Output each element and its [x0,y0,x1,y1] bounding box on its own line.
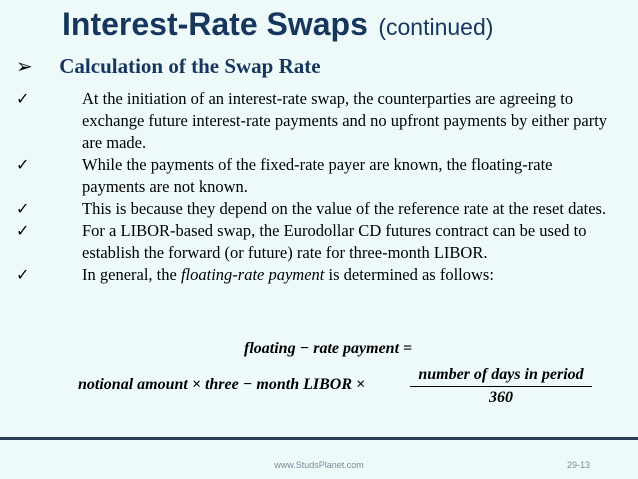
bullet-item [12,88,612,154]
bullet-text: This is because they depend on the value of the reference rate at the reset dates. [82,199,607,218]
checkmark-icon: ✓ [16,89,30,108]
arrow-bullet-icon: ➢ [16,54,33,78]
bullet-text-after: is determined as follows: [324,265,494,284]
bullet-text [82,264,610,286]
checkmark-icon: ✓ [16,199,30,218]
bullet-list [12,88,612,286]
formula-lhs: floating − rate payment = [244,340,413,357]
formula-rhs: notional amount × three − month LIBOR × [78,376,366,393]
bullet-item [12,154,612,198]
slide-title [62,2,493,53]
section-heading [16,54,321,79]
footer-site: www.StudsPlanet.com [274,460,364,470]
page-number: 29-13 [567,460,591,470]
bullet-text: At the initiation of an interest-rate swap, the counterparties are agreeing to exchange future interest-rate payments and no upfront payments by either party are made. [82,89,608,152]
formula-fraction [410,366,592,407]
fraction-denominator: 360 [489,389,513,406]
bullet-text: While the payments of the fixed-rate payer are known, the floating-rate payments are not known. [82,155,553,196]
section-heading-text: Calculation of the Swap Rate [59,54,321,78]
fraction-numerator: number of days in period [410,366,592,387]
bullet-item [12,264,612,286]
bullet-text-emphasis: floating-rate payment [180,265,325,284]
footer-divider [0,437,638,440]
bullet-item [12,220,612,264]
checkmark-icon: ✓ [16,221,30,240]
title-main: Interest-Rate Swaps [62,6,368,42]
bullet-text-before: In general, the [82,265,181,284]
checkmark-icon: ✓ [16,155,30,174]
title-suffix: (continued) [378,14,494,40]
bullet-item [12,198,612,220]
bullet-text: For a LIBOR-based swap, the Eurodollar CD futures contract can be used to establish the forward (or future) rate for three-month LIBOR. [82,221,587,262]
checkmark-icon: ✓ [16,265,30,284]
